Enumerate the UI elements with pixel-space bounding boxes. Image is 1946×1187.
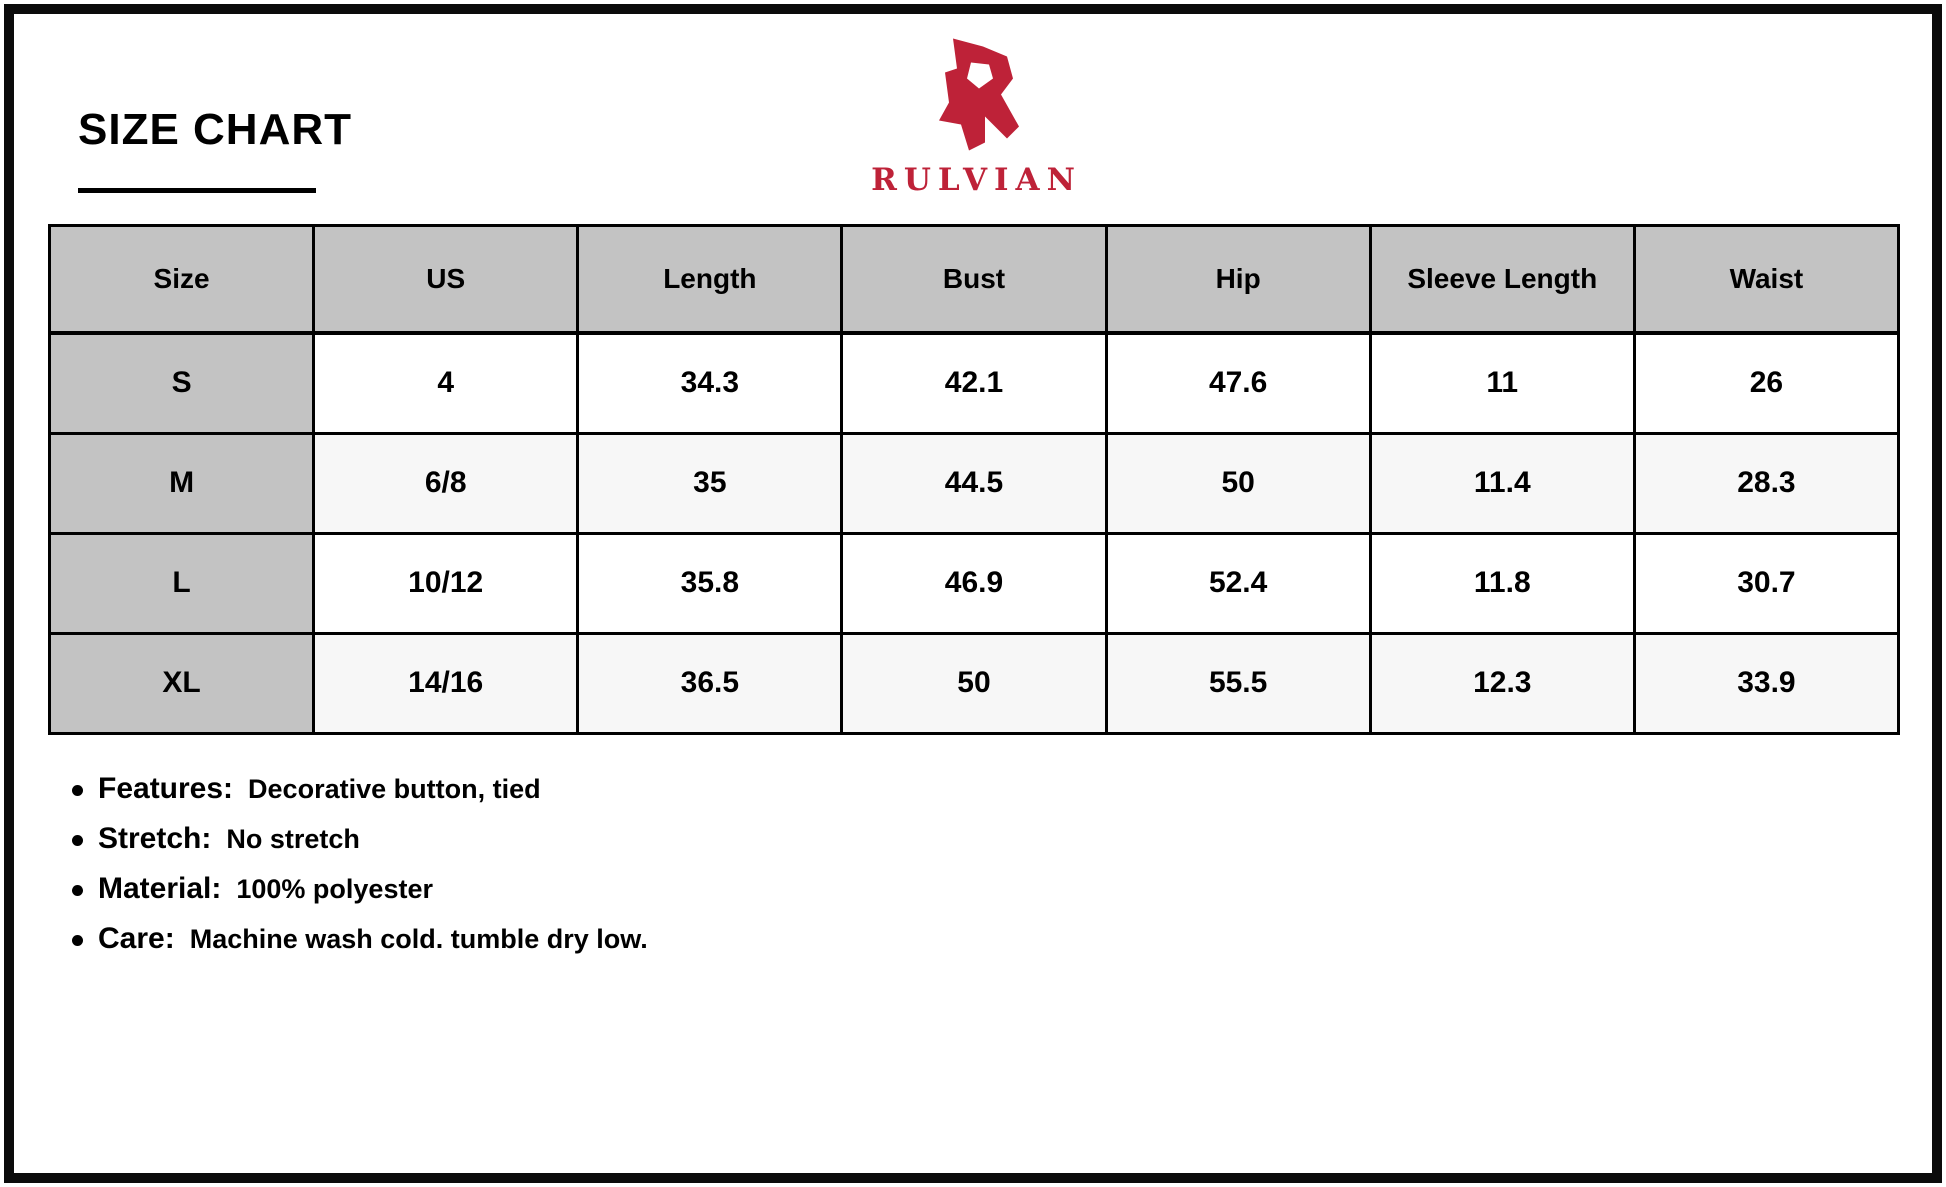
cell-l-bust: 46.9 bbox=[842, 533, 1106, 633]
detail-value: Decorative button, tied bbox=[248, 773, 541, 804]
cell-s-hip: 47.6 bbox=[1106, 333, 1370, 433]
row-size-label: L bbox=[50, 533, 314, 633]
cell-m-bust: 44.5 bbox=[842, 433, 1106, 533]
brand-logo bbox=[843, 38, 1103, 198]
table-row-l bbox=[50, 533, 1899, 633]
cell-s-length: 34.3 bbox=[578, 333, 842, 433]
size-table bbox=[48, 224, 1900, 735]
detail-label: Care: bbox=[98, 922, 175, 955]
cell-l-length: 35.8 bbox=[578, 533, 842, 633]
cell-m-hip: 50 bbox=[1106, 433, 1370, 533]
column-header-hip: Hip bbox=[1106, 226, 1370, 334]
detail-value: Machine wash cold. tumble dry low. bbox=[189, 923, 648, 954]
detail-value: No stretch bbox=[226, 823, 360, 854]
cell-l-hip: 52.4 bbox=[1106, 533, 1370, 633]
table-row-xl bbox=[50, 633, 1899, 733]
row-size-label: M bbox=[50, 433, 314, 533]
column-header-sleeve-length: Sleeve Length bbox=[1370, 226, 1634, 334]
column-header-bust: Bust bbox=[842, 226, 1106, 334]
title-underline bbox=[78, 188, 316, 193]
table-row-m bbox=[50, 433, 1899, 533]
cell-xl-us: 14/16 bbox=[314, 633, 578, 733]
detail-value: 100% polyester bbox=[236, 873, 433, 904]
cell-s-bust: 42.1 bbox=[842, 333, 1106, 433]
cell-xl-length: 36.5 bbox=[578, 633, 842, 733]
cell-l-us: 10/12 bbox=[314, 533, 578, 633]
cell-m-length: 35 bbox=[578, 433, 842, 533]
column-header-waist: Waist bbox=[1634, 226, 1898, 334]
product-details-list bbox=[72, 764, 648, 964]
detail-label: Material: bbox=[98, 872, 222, 905]
cell-m-sleeve: 11.4 bbox=[1370, 433, 1634, 533]
cell-s-waist: 26 bbox=[1634, 333, 1898, 433]
cell-xl-hip: 55.5 bbox=[1106, 633, 1370, 733]
detail-item-stretch bbox=[72, 814, 648, 864]
cell-s-sleeve: 11 bbox=[1370, 333, 1634, 433]
detail-item-features bbox=[72, 764, 648, 814]
column-header-size: Size bbox=[50, 226, 314, 334]
row-size-label: S bbox=[50, 333, 314, 433]
detail-label: Stretch: bbox=[98, 822, 212, 855]
cell-m-us: 6/8 bbox=[314, 433, 578, 533]
table-header-row bbox=[50, 226, 1899, 334]
angular-r-monogram-icon bbox=[923, 38, 1023, 151]
column-header-length: Length bbox=[578, 226, 842, 334]
bullet-icon bbox=[72, 785, 83, 796]
page-title: SIZE CHART bbox=[78, 105, 352, 154]
bullet-icon bbox=[72, 935, 83, 946]
detail-label: Features: bbox=[98, 772, 234, 805]
detail-item-material bbox=[72, 864, 648, 914]
detail-item-care bbox=[72, 914, 648, 964]
bullet-icon bbox=[72, 885, 83, 896]
row-size-label: XL bbox=[50, 633, 314, 733]
brand-name: RULVIAN bbox=[871, 162, 1082, 198]
table-row-s bbox=[50, 333, 1899, 433]
cell-m-waist: 28.3 bbox=[1634, 433, 1898, 533]
cell-l-waist: 30.7 bbox=[1634, 533, 1898, 633]
cell-s-us: 4 bbox=[314, 333, 578, 433]
cell-l-sleeve: 11.8 bbox=[1370, 533, 1634, 633]
column-header-us: US bbox=[314, 226, 578, 334]
cell-xl-bust: 50 bbox=[842, 633, 1106, 733]
bullet-icon bbox=[72, 835, 83, 846]
cell-xl-waist: 33.9 bbox=[1634, 633, 1898, 733]
cell-xl-sleeve: 12.3 bbox=[1370, 633, 1634, 733]
